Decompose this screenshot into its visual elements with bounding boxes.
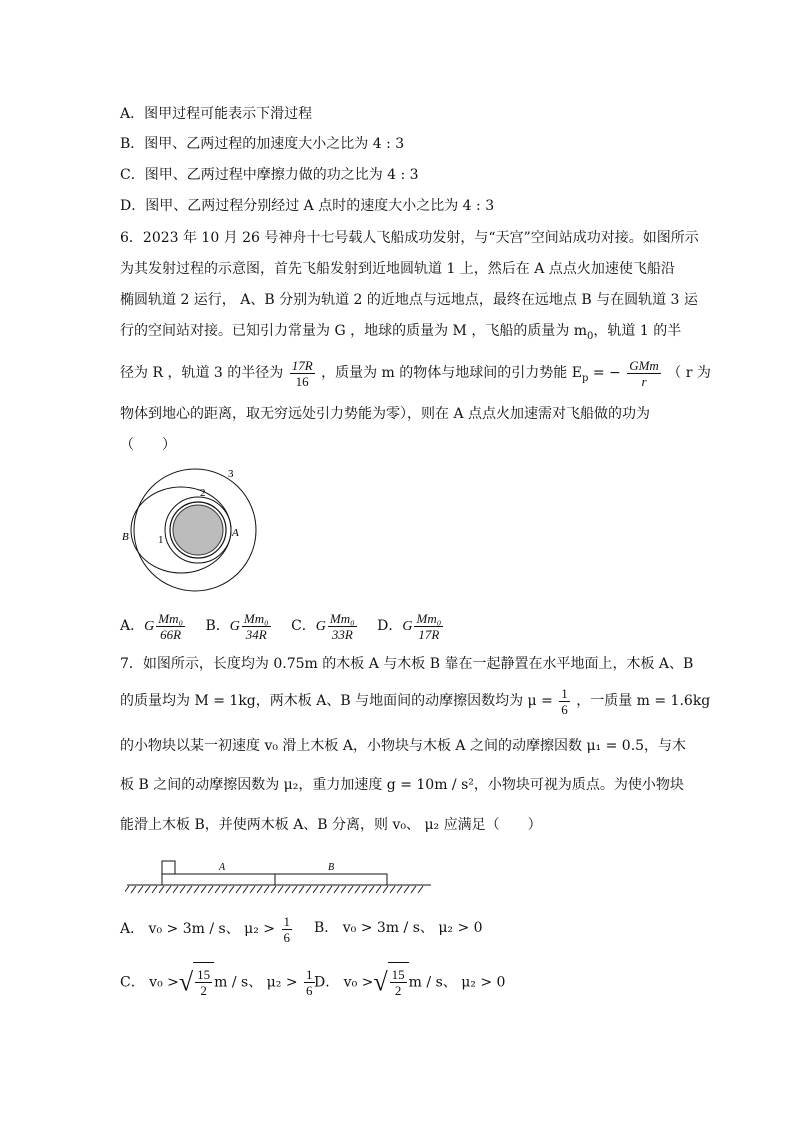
ground-hatch-mark — [243, 886, 248, 893]
ground-hatch-mark — [194, 886, 199, 893]
q7-option-c-text-a: C． v₀ > — [120, 974, 179, 991]
q6-potential-fraction — [627, 358, 661, 389]
q5-option-c: C．图甲、乙两过程中摩擦力做的功之比为 4 : 3 — [120, 167, 419, 183]
q6-line4-text-a: 行的空间站对接。已知引力常量为 G ，地球的质量为 M ，飞船的质量为 m — [120, 323, 588, 339]
q7-option-b: B． v₀ > 3m / s、 μ₂ > 0 — [314, 920, 483, 936]
ground-hatch-mark — [355, 886, 360, 893]
q6-r3-fraction — [290, 358, 315, 389]
q7-line2-text-b: ，一质量 m = 1.6kg — [576, 693, 711, 709]
q6-option-c-num: Mm₀ — [329, 610, 355, 626]
q6-line5-text-d: （ r 为 — [667, 365, 711, 381]
q6-line5-text-b: ，质量为 m 的物体与地球间的引力势能 E — [321, 365, 582, 381]
q7-option-c-text-b: m / s、 μ₂ > — [214, 974, 298, 991]
q6-r3-denominator: 16 — [295, 373, 309, 389]
q6-option-a-den: 66R — [160, 626, 182, 642]
orbit-2-label: 2 — [200, 487, 206, 499]
ground-hatch-mark — [166, 886, 171, 893]
q6-option-b-prefix: G — [229, 619, 240, 634]
q7-board-diagram — [125, 857, 435, 899]
q7-option-c-sqrt-num: 15 — [197, 967, 211, 983]
ground-hatch-mark — [180, 886, 185, 893]
ground-hatch-mark — [306, 886, 311, 893]
q6-stem-line6: 物体到地心的距离，取无穷远处引力势能为零），则在 A 点点火加速需对飞船做的功为 — [120, 406, 651, 422]
q6-stem-line5 — [120, 356, 711, 396]
q7-option-a-text: A． v₀ > 3m / s、 μ₂ > — [120, 921, 276, 937]
earth-body — [173, 505, 223, 555]
q6-stem-line7: （ ） — [120, 437, 176, 453]
q6-option-b-num: Mm₀ — [243, 610, 269, 626]
q7-option-c-num: 1 — [306, 967, 313, 982]
q7-option-a — [120, 912, 294, 946]
q6-options-row — [120, 608, 459, 645]
orbit-1-label: 1 — [158, 534, 164, 546]
q6-option-d-label: D． — [377, 618, 403, 634]
ground-hatch-mark — [418, 886, 423, 893]
q6-potential-denominator: r — [641, 373, 647, 389]
q6-potential-numerator: GMm — [629, 357, 659, 373]
q6-ep-subscript: p — [581, 372, 589, 384]
q6-option-c-prefix: G — [315, 619, 326, 634]
q7-option-d-text-a: D． v₀ > — [314, 974, 374, 991]
ground-hatch-mark — [125, 886, 129, 893]
ground-hatch-mark — [383, 886, 388, 893]
point-a-label: A — [232, 527, 239, 539]
ground-hatch-mark — [152, 886, 157, 893]
q6-option-b-den: 34R — [245, 626, 267, 642]
ground-hatch-mark — [376, 886, 381, 893]
ground-hatch-mark — [236, 886, 241, 893]
q7-stem-line1: 7．如图所示，长度均为 0.75m 的木板 A 与木板 B 靠在一起静置在水平地面上，木板 A、B — [120, 656, 694, 672]
q7-option-a-num: 1 — [283, 913, 290, 929]
q7-option-a-den: 6 — [283, 929, 290, 945]
ground-hatch-mark — [320, 886, 325, 893]
q5-option-a: A．图甲过程可能表示下滑过程 — [120, 106, 313, 122]
q7-stem-line3: 的小物块以某一初速度 v₀ 滑上木板 A，小物块与木板 A 之间的动摩擦因数 μ₁ = 0.5，与木 — [120, 738, 687, 754]
q6-option-a-label: A． — [120, 618, 145, 634]
board-b-label: B — [328, 862, 335, 873]
q6-stem-line1: 6．2023 年 10 月 26 号神舟十七号载人飞船成功发射，与“天宫”空间站成功对接。如图所示 — [120, 230, 699, 246]
ground-hatch-mark — [327, 886, 332, 893]
ground-hatch-mark — [138, 886, 143, 893]
ground-hatch-mark — [292, 886, 297, 893]
ground-hatch-mark — [159, 886, 164, 893]
q7-option-c-den: 6 — [306, 983, 313, 998]
ground-hatch-mark — [285, 886, 290, 893]
q7-option-c — [120, 962, 317, 1003]
board-a-label: A — [219, 862, 226, 873]
q7-line2-text-a: 的质量均为 M = 1kg，两木板 A、B 与地面间的动摩擦因数均为 μ = — [120, 693, 553, 709]
q6-r3-numerator: 17R — [291, 357, 313, 373]
ground-hatch-mark — [313, 886, 318, 893]
ground-hatch-mark — [187, 886, 192, 893]
q6-option-d-num: Mm₀ — [416, 610, 442, 626]
ground-hatch-mark — [334, 886, 339, 893]
ground-hatch-mark — [201, 886, 206, 893]
q7-option-d-sqrt-num: 15 — [391, 967, 405, 983]
q7-mu-denominator: 6 — [561, 701, 568, 717]
q7-option-a-fraction — [282, 914, 293, 945]
q6-option-d-prefix: G — [402, 619, 413, 634]
board-b — [275, 874, 387, 885]
q6-option-a-num: Mm₀ — [158, 610, 183, 626]
ground-hatch-mark — [404, 886, 409, 893]
ground-hatch-mark — [271, 886, 276, 893]
q7-option-c-sqrt-den: 2 — [200, 983, 207, 999]
ground-hatch-mark — [257, 886, 262, 893]
q6-option-b-label: B． — [205, 618, 230, 634]
ground-hatch-mark — [208, 886, 213, 893]
q6-line4-text-b: ，轨道 1 的半 — [593, 323, 682, 339]
q7-stem-line2 — [120, 684, 710, 718]
ground-hatch-mark — [411, 886, 416, 893]
ground-hatch-mark — [215, 886, 220, 893]
ground-hatch-mark — [131, 886, 136, 893]
ground-hatch-mark — [299, 886, 304, 893]
q7-option-c-fraction — [304, 967, 315, 998]
q6-stem-line2: 为其发射过程的示意图，首先飞船发射到近地圆轨道 1 上，然后在 A 点点火加速使飞船沿 — [120, 261, 675, 277]
q6-option-b-fraction — [242, 611, 271, 642]
q6-line5-text-c: = − — [588, 365, 621, 381]
q6-option-a-fraction — [156, 611, 185, 642]
q7-option-d-sqrt-den: 2 — [394, 983, 402, 999]
ground-hatch-mark — [397, 886, 402, 893]
ground-hatch-mark — [362, 886, 367, 893]
q5-option-d: D．图甲、乙两过程分别经过 A 点时的速度大小之比为 4 : 3 — [120, 198, 495, 214]
q6-option-c — [291, 610, 363, 642]
q6-option-b — [205, 610, 277, 642]
orbit-3-label: 3 — [228, 468, 234, 480]
ground-hatch-mark — [390, 886, 395, 893]
q7-stem-line5: 能滑上木板 B，并使两木板 A、B 分离，则 v₀、 μ₂ 应满足（ ） — [120, 817, 542, 833]
point-b-label: B — [122, 531, 129, 543]
q6-option-c-label: C． — [291, 618, 316, 634]
q6-orbit-diagram — [118, 462, 268, 594]
q6-option-d-den: 17R — [418, 626, 440, 642]
ground-hatch-mark — [278, 886, 283, 893]
ground-hatch-mark — [369, 886, 374, 893]
ground-hatch-mark — [222, 886, 227, 893]
q7-mu-fraction — [559, 686, 570, 717]
q5-option-b: B．图甲、乙两过程的加速度大小之比为 4 : 3 — [120, 136, 405, 152]
q6-option-a-prefix: G — [144, 619, 155, 634]
ground-hatch-mark — [341, 886, 346, 893]
ground-hatching — [125, 886, 423, 893]
q7-option-c-sqrt: √ $\frac{15}{2}$ — [179, 962, 214, 1003]
q7-mu-numerator: 1 — [561, 685, 568, 701]
q7-stem-line4: 板 B 之间的动摩擦因数为 μ₂，重力加速度 g = 10m / s²，小物块可视为质点。为使小物块 — [120, 777, 684, 793]
q6-line5-text-a: 径为 R ，轨道 3 的半径为 — [120, 365, 284, 381]
q6-stem-line3: 椭圆轨道 2 运行， A、B 分别为轨道 2 的近地点与远地点，最终在远地点 B 与在圆轨道 3 运 — [120, 292, 698, 308]
small-block — [162, 861, 175, 874]
q7-option-d — [314, 962, 505, 1003]
q6-m0-subscript: 0 — [587, 330, 594, 342]
ground-hatch-mark — [348, 886, 353, 893]
q6-option-d — [377, 610, 445, 642]
ground-hatch-mark — [173, 886, 178, 893]
q6-option-c-den: 33R — [331, 626, 353, 642]
ground-hatch-mark — [250, 886, 255, 893]
q6-option-d-fraction — [414, 611, 443, 642]
ground-hatch-mark — [229, 886, 234, 893]
q6-option-a — [120, 610, 191, 642]
q7-option-d-text-b: m / s、 μ₂ > 0 — [408, 974, 506, 991]
q6-option-c-fraction — [328, 611, 357, 642]
ground-hatch-mark — [264, 886, 269, 893]
board-a — [162, 874, 275, 885]
ground-hatch-mark — [145, 886, 150, 893]
q7-option-d-sqrt: √ $\frac{15}{2}$ — [373, 962, 408, 1003]
q6-stem-line4 — [120, 321, 681, 347]
